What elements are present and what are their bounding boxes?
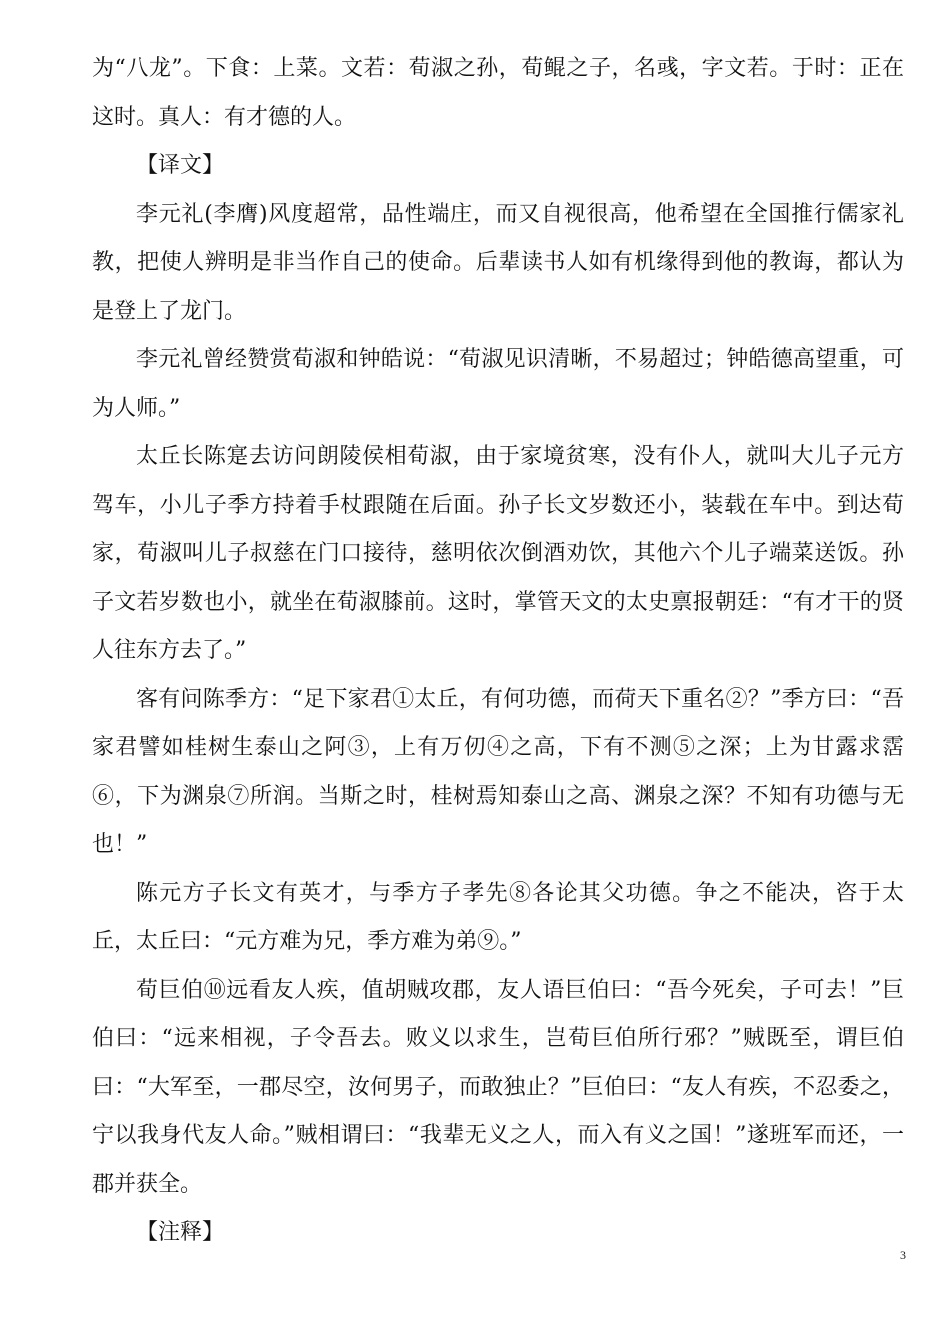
paragraph: 荀巨伯⑩远看友人疾，值胡贼攻郡，友人语巨伯曰：“吾今死矣，子可去！”巨伯曰：“远来相视，子令吾去。败义以求生，岂荀巨伯所行邪？”贼既至，谓巨伯曰：“大军至，一郡尽空，汝何男子，而敢独止？”巨伯曰：“友人有疾，不忍委之，宁以我身代友人命。”贼相谓曰：“我辈无义之人，而入有义之国！”遂班军而还，一郡并获全。 xyxy=(92,977,904,1197)
section-heading-translation: 【译文】 xyxy=(136,153,225,178)
page-body xyxy=(92,45,904,1258)
paragraph: 太丘长陈寔去访问朗陵侯相荀淑，由于家境贫寒，没有仆人，就叫大儿子元方驾车，小儿子季方持着手杖跟随在后面。孙子长文岁数还小，装载在车中。到达荀家，荀淑叫儿子叔慈在门口接待，慈明依次倒酒劝饮，其他六个儿子端菜送饭。孙子文若岁数也小，就坐在荀淑膝前。这时，掌管天文的太史禀报朝廷：“有才干的贤人往东方去了。” xyxy=(92,444,904,663)
section-heading-notes: 【注释】 xyxy=(136,1220,225,1245)
paragraph: 陈元方子长文有英才，与季方子孝先⑧各论其父功德。争之不能决，咨于太丘，太丘曰：“元方难为兄，季方难为弟⑨。” xyxy=(92,880,904,954)
paragraph: 客有问陈季方：“足下家君①太丘，有何功德，而荷天下重名②？”季方曰：“吾家君譬如桂树生泰山之阿③，上有万仞④之高，下有不测⑤之深；上为甘露求霑⑥，下为渊泉⑦所润。当斯之时，桂树焉知泰山之高、渊泉之深？不知有功德与无也！” xyxy=(92,686,904,857)
page-number: 3 xyxy=(900,1248,906,1262)
paragraph: 李元礼曾经赞赏荀淑和钟皓说：“荀淑见识清晰，不易超过；钟皓德高望重，可为人师。” xyxy=(92,347,904,421)
paragraph: 李元礼(李膺)风度超常，品性端庄，而又自视很高，他希望在全国推行儒家礼教，把使人辨明是非当作自己的使命。后辈读书人如有机缘得到他的教诲，都认为是登上了龙门。 xyxy=(92,201,904,324)
paragraph-continuation: 为“八龙”。下食：上菜。文若：荀淑之孙，荀鲲之子，名彧，字文若。于时：正在这时。真人：有才德的人。 xyxy=(92,56,904,130)
